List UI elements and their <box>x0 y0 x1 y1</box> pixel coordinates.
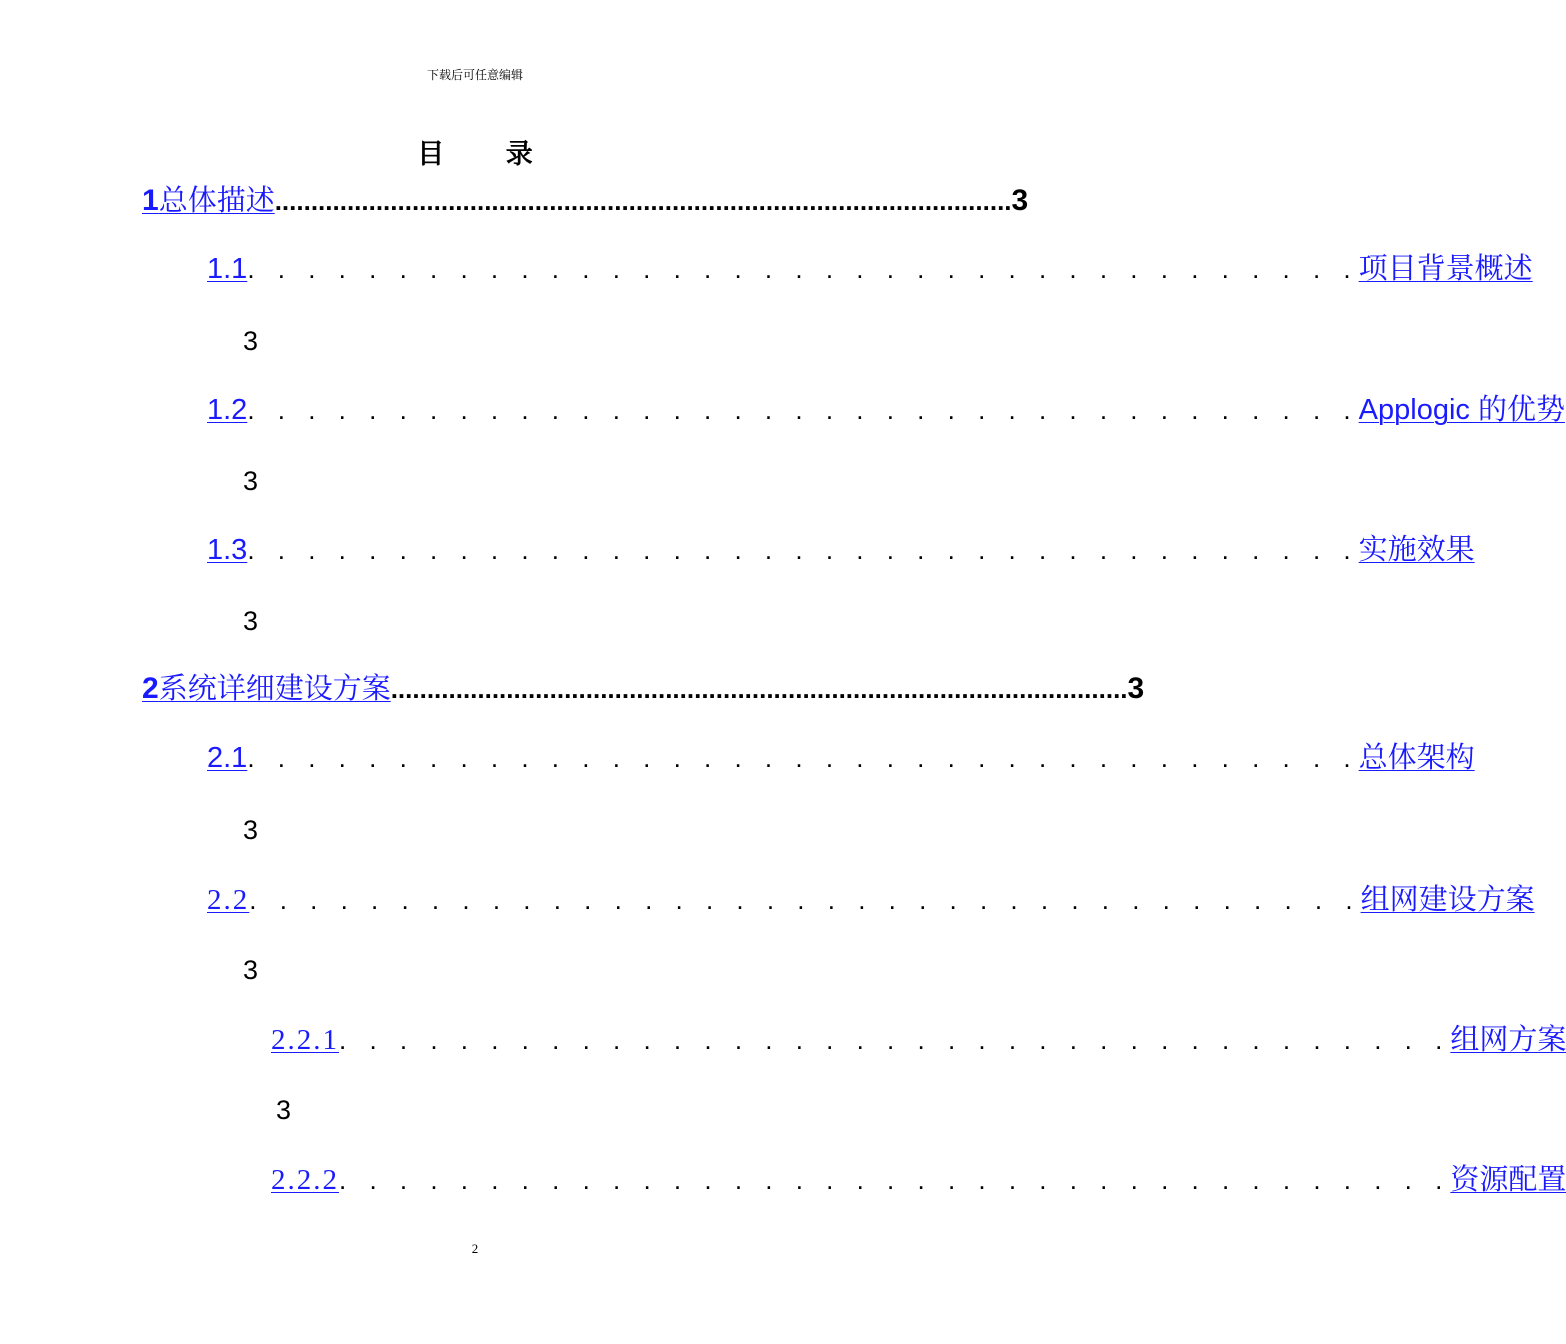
toc-entry-number[interactable]: 2.1 <box>207 742 248 774</box>
toc-entry-2-1[interactable] <box>207 735 1475 775</box>
toc-entry-1-3[interactable] <box>207 527 1475 567</box>
toc-leader-dots: . . . . . . . . . . . . . . . . . . . . . . . . . . . . . . . . . . . . . <box>247 743 1359 773</box>
toc-entry-page: 3 <box>243 815 259 845</box>
toc-entry-title[interactable]: 总体架构 <box>1358 740 1475 774</box>
toc-entry-title[interactable]: 总体描述 <box>158 183 275 217</box>
toc-entry-number[interactable]: 1.1 <box>207 253 248 285</box>
toc-entry-number[interactable]: 1 <box>142 184 159 217</box>
toc-entry-2-2-1[interactable] <box>271 1017 1566 1057</box>
toc-entry-number[interactable]: 2 <box>142 672 159 705</box>
toc-entry-page: 3 <box>1127 672 1145 705</box>
toc-leader-dots: . . . . . . . . . . . . . . . . . . . . . . . . . . . . . . . . . . . . . <box>247 535 1359 565</box>
toc-entry-number[interactable]: 2.2.2 <box>271 1164 339 1196</box>
toc-entry-title[interactable]: 实施效果 <box>1358 532 1475 566</box>
toc-entry-1-1[interactable] <box>207 246 1533 286</box>
toc-entry-page: 3 <box>243 326 259 356</box>
toc-entry-2-2[interactable] <box>207 877 1535 917</box>
toc-title: 目 录 <box>417 139 559 170</box>
footer-page-number: 2 <box>471 1241 479 1256</box>
toc-entry-1-2[interactable] <box>207 387 1565 427</box>
toc-entry-2[interactable] <box>142 666 1145 706</box>
toc-leader-dots: ...................................................................................................... <box>274 186 1012 216</box>
toc-entry-title[interactable]: 资源配置 <box>1450 1162 1566 1196</box>
toc-entry-number[interactable]: 2.2 <box>207 884 250 916</box>
toc-entry-2-2-2[interactable] <box>271 1157 1566 1197</box>
toc-entry-page: 3 <box>243 606 259 636</box>
toc-entry-title[interactable]: 系统详细建设方案 <box>158 671 391 705</box>
toc-entry-page: 3 <box>1011 184 1029 217</box>
toc-entry-page: 3 <box>276 1095 292 1125</box>
toc-entry-title[interactable]: 组网方案 <box>1450 1022 1566 1056</box>
toc-entry-title[interactable]: 组网建设方案 <box>1360 882 1535 916</box>
toc-leader-dots: . . . . . . . . . . . . . . . . . . . . . . . . . . . . . . . . . . . . . <box>339 1165 1451 1195</box>
toc-entry-title[interactable]: Applogic 的优势 <box>1358 394 1565 426</box>
toc-entry-1[interactable] <box>142 178 1029 218</box>
header-note: 下载后可任意编辑 <box>426 68 523 82</box>
toc-leader-dots: ...................................................................................................... <box>390 674 1128 704</box>
toc-entry-page: 3 <box>243 466 259 496</box>
toc-entry-title[interactable]: 项目背景概述 <box>1358 251 1533 285</box>
toc-entry-page: 3 <box>243 955 259 985</box>
toc-entry-number[interactable]: 2.2.1 <box>271 1024 339 1056</box>
toc-entry-number[interactable]: 1.3 <box>207 534 248 566</box>
toc-entry-number[interactable]: 1.2 <box>207 394 248 426</box>
toc-leader-dots: . . . . . . . . . . . . . . . . . . . . . . . . . . . . . . . . . . . . . <box>339 1025 1451 1055</box>
toc-leader-dots: . . . . . . . . . . . . . . . . . . . . . . . . . . . . . . . . . . . . . <box>247 395 1359 425</box>
toc-leader-dots: . . . . . . . . . . . . . . . . . . . . . . . . . . . . . . . . . . . . . <box>247 254 1359 284</box>
toc-leader-dots: . . . . . . . . . . . . . . . . . . . . . . . . . . . . . . . . . . . . . <box>249 885 1361 915</box>
